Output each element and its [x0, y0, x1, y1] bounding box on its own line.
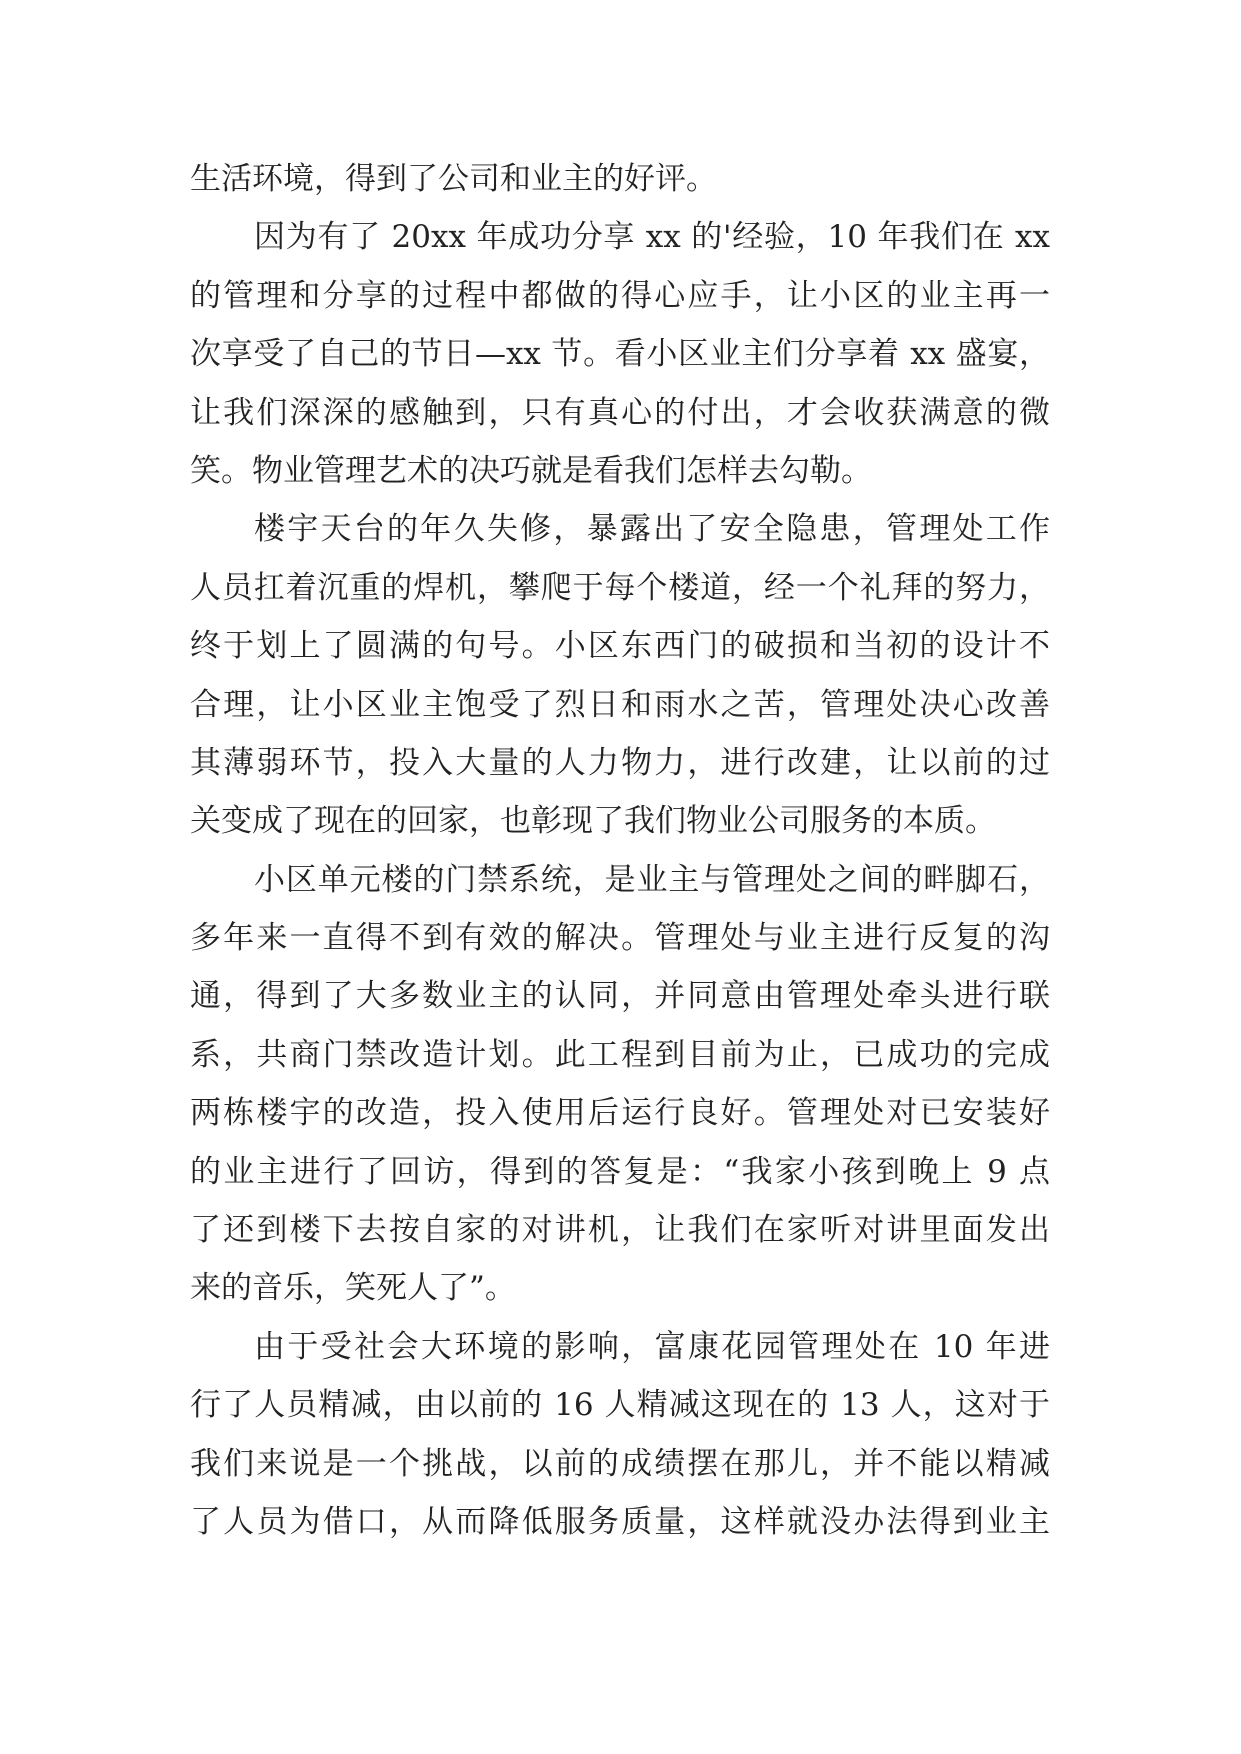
text-line: 我们来说是一个挑战，以前的成绩摆在那儿，并不能以精减: [190, 1445, 1050, 1482]
text-line: 其薄弱环节，投入大量的人力物力，进行改建，让以前的过: [190, 744, 1050, 781]
text-line: 的业主进行了回访，得到的答复是：“我家小孩到晚上 9 点: [190, 1153, 1050, 1190]
text-line: 合理，让小区业主饱受了烈日和雨水之苦，管理处决心改善: [190, 686, 1050, 723]
text-line: 了人员为借口，从而降低服务质量，这样就没办法得到业主: [190, 1503, 1050, 1540]
text-line: 让我们深深的感触到，只有真心的付出，才会收获满意的微: [190, 394, 1050, 431]
text-line: 来的音乐，笑死人了”。: [190, 1270, 516, 1307]
text-line: 的管理和分享的过程中都做的得心应手，让小区的业主再一: [190, 277, 1050, 314]
text-line: 楼宇天台的年久失修，暴露出了安全隐患，管理处工作: [254, 511, 1050, 548]
text-line: 系，共商门禁改造计划。此工程到目前为止，已成功的完成: [190, 1036, 1050, 1073]
text-line: 行了人员精减，由以前的 16 人精减这现在的 13 人，这对于: [190, 1387, 1050, 1424]
text-line: 多年来一直得不到有效的解决。管理处与业主进行反复的沟: [190, 920, 1050, 957]
text-line: 因为有了 20xx 年成功分享 xx 的'经验，10 年我们在 xx: [254, 219, 1050, 256]
text-line: 笑。物业管理艺术的决巧就是看我们怎样去勾勒。: [190, 452, 872, 489]
text-line: 终于划上了圆满的句号。小区东西门的破损和当初的设计不: [190, 628, 1050, 665]
text-line: 小区单元楼的门禁系统，是业主与管理处之间的畔脚石，: [254, 861, 1050, 898]
text-line: 了还到楼下去按自家的对讲机，让我们在家听对讲里面发出: [190, 1212, 1050, 1249]
text-line: 通，得到了大多数业主的认同，并同意由管理处牵头进行联: [190, 978, 1050, 1015]
text-line: 次享受了自己的节日—xx 节。看小区业主们分享着 xx 盛宴，: [190, 336, 1050, 373]
text-line: 生活环境，得到了公司和业主的好评。: [190, 161, 717, 197]
text-line: 由于受社会大环境的影响，富康花园管理处在 10 年进: [254, 1328, 1050, 1365]
text-line: 人员扛着沉重的焊机，攀爬于每个楼道，经一个礼拜的努力，: [190, 569, 1050, 606]
text-line: 关变成了现在的回家，也彰现了我们物业公司服务的本质。: [190, 803, 996, 840]
text-line: 两栋楼宇的改造，投入使用后运行良好。管理处对已安装好: [190, 1095, 1050, 1132]
body-text: [190, 150, 1050, 1551]
